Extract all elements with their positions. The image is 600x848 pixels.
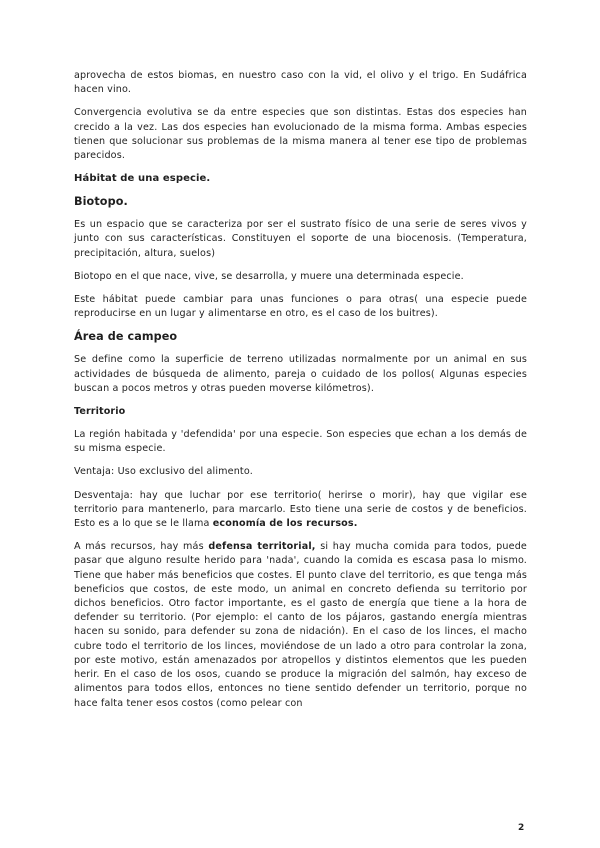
paragraph-area-campeo: Se define como la superficie de terreno utilizadas normalmente por un animal en sus actividades de búsqueda de alimento, pareja o cuidado de los pollos( Algunas especies buscan a pocos metros y otras pueden moverse kilómetros). xyxy=(74,354,527,394)
heading-habitat: Hábitat de una especie. xyxy=(74,173,211,185)
page-content xyxy=(74,69,527,720)
paragraph-habitat-funciones: Este hábitat puede cambiar para unas funciones o para otras( una especie puede reproducirse en un lugar y alimentarse en otro, es el caso de los buitres). xyxy=(74,294,527,320)
paragraph-biomas: aprovecha de estos biomas, en nuestro caso con la vid, el olivo y el trigo. En Sudáfrica hacen vino. xyxy=(74,70,527,96)
highlight-defensa-territorial: defensa territorial, xyxy=(208,541,316,553)
paragraph-desventaja xyxy=(74,489,527,532)
heading-territorio: Territorio xyxy=(74,406,126,418)
paragraph-recursos xyxy=(74,540,527,710)
paragraph-biotopo-especie: Biotopo en el que nace, vive, se desarrolla, y muere una determinada especie. xyxy=(74,270,464,282)
desventaja-text: Desventaja: hay que luchar por ese territorio( herirse o morir), hay que vigilar ese territorio para mantenerlo, para marcarlo. Esto tiene una serie de costos y de beneficios. Esto es a lo que se le llama xyxy=(74,489,527,530)
page-number: 2 xyxy=(518,823,525,833)
paragraph-territorio-definition: La región habitada y 'defendida' por una especie. Son especies que echan a los demás de su misma especie. xyxy=(74,429,527,455)
paragraph-biotopo-definition: Es un espacio que se caracteriza por ser el sustrato físico de una serie de seres vivos y junto con sus características. Constituyen el soporte de una biocenosis. (Temperatura, precipitación, altura, suelos) xyxy=(74,219,527,259)
paragraph-ventaja: Ventaja: Uso exclusivo del alimento. xyxy=(74,466,253,478)
paragraph-convergencia: Convergencia evolutiva se da entre especies que son distintas. Estas dos especies han crecido a la vez. Las dos especies han evolucionado de la misma forma. Ambas especies tienen que solucionar sus problemas de la misma manera al tener ese tipo de problemas parecidos. xyxy=(74,107,527,162)
heading-area-campeo: Área de campeo xyxy=(74,330,178,344)
recursos-text-rest: si hay mucha comida para todos, puede pasar que alguno resulte herido para 'nada', cuando la comida es escasa pasa lo mismo. Tiene que haber más beneficios que costes. El punto clave del territorio, es que tenga más beneficios que costos, de este modo, un animal en concreto defienda su territorio por dichos beneficios. Otro factor importante, es el gasto de energía que tiene a la hora de defender su territorio. (Por ejemplo: el canto de los pájaros, gastando energía mientras hacen su sonido, para defender su zona de nidación). En el caso de los linces, el macho cubre todo el territorio de los linces, moviéndose de un lado a otro para controlar la zona, por este motivo, están amenazados por atropellos y distintos elementos que les pueden herir. En el caso de los osos, cuando se produce la migración del salmón, hay exceso de alimentos para todos ellos, entonces no tiene sentido defender un territorio, porque no hace falta tener esos costos (como pelear con xyxy=(74,541,527,709)
highlight-economia-recursos: economía de los recursos. xyxy=(212,518,358,530)
heading-biotopo: Biotopo. xyxy=(74,195,128,209)
recursos-text-start: A más recursos, hay más xyxy=(74,541,209,553)
